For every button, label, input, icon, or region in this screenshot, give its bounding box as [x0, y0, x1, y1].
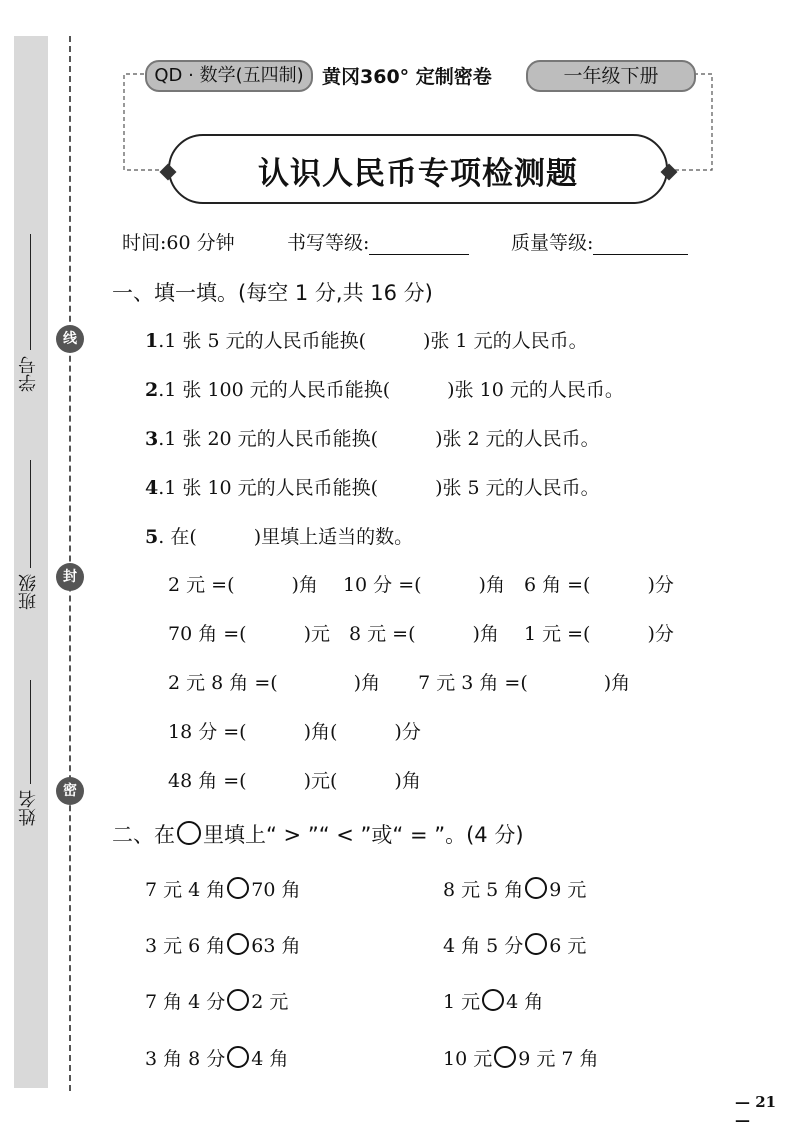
- class-line: [30, 460, 31, 568]
- question-text: . 在( )里填上适当的数。: [158, 526, 414, 548]
- question-1: [145, 326, 588, 353]
- compare-right: 6 元: [549, 935, 587, 957]
- writing-grade-label: 书写等级:: [287, 232, 370, 254]
- circle-icon: [177, 821, 201, 845]
- question-number: 1: [145, 330, 159, 352]
- name-line: [30, 680, 31, 784]
- compare-circle[interactable]: [494, 1046, 516, 1068]
- question-number: 3: [145, 428, 159, 450]
- compare-left: 7 角 4 分: [145, 991, 226, 1013]
- compare-circle[interactable]: [227, 877, 249, 899]
- compare-left: 1 元: [443, 991, 481, 1013]
- compare-item: [443, 1044, 599, 1071]
- section2-heading-suffix: 里填上“ > ”“ < ”或“ = ”。(4 分): [203, 823, 524, 847]
- compare-right: 4 角: [506, 991, 544, 1013]
- seal-mark: 封: [56, 563, 84, 591]
- question-text[interactable]: .1 张 100 元的人民币能换( )张 10 元的人民币。: [158, 379, 624, 401]
- compare-right: 9 元 7 角: [518, 1048, 599, 1070]
- compare-right: 70 角: [251, 879, 301, 901]
- fill-row-3[interactable]: 2 元 8 角 =( )角 7 元 3 角 =( )角: [168, 672, 631, 694]
- dense-mark: 密: [56, 777, 84, 805]
- grade-badge: 一年级下册: [526, 60, 696, 92]
- class-label: 班级: [18, 574, 39, 610]
- question-number: 5: [145, 526, 159, 548]
- question-2: [145, 375, 624, 402]
- section2-heading-prefix: 二、在: [112, 823, 175, 847]
- fill-row-4[interactable]: 18 分 =( )角( )分: [168, 721, 421, 743]
- binding-strip: [14, 36, 48, 1088]
- compare-circle[interactable]: [227, 933, 249, 955]
- quality-grade: [511, 228, 688, 255]
- compare-circle[interactable]: [525, 877, 547, 899]
- compare-left: 10 元: [443, 1048, 493, 1070]
- fill-row-2[interactable]: 70 角 =( )元 8 元 =( )角 1 元 =( )分: [168, 623, 674, 645]
- compare-left: 4 角 5 分: [443, 935, 524, 957]
- fill-row-5[interactable]: 48 角 =( )元( )角: [168, 770, 421, 792]
- compare-circle[interactable]: [227, 1046, 249, 1068]
- compare-circle[interactable]: [482, 989, 504, 1011]
- compare-left: 8 元 5 角: [443, 879, 524, 901]
- compare-item: [145, 931, 301, 958]
- question-3: [145, 424, 600, 451]
- writing-grade-blank[interactable]: [369, 232, 469, 255]
- line-mark: 线: [56, 325, 84, 353]
- compare-item: [145, 1044, 288, 1071]
- compare-item: [443, 875, 586, 902]
- compare-item: [443, 931, 586, 958]
- student-id-label: 学号: [18, 356, 39, 392]
- brand-text: 黄冈360° 定制密卷: [322, 66, 492, 88]
- question-4: [145, 473, 600, 500]
- quality-grade-blank[interactable]: [593, 232, 688, 255]
- compare-item: [145, 875, 301, 902]
- question-number: 4: [145, 477, 159, 499]
- compare-right: 9 元: [549, 879, 587, 901]
- question-text[interactable]: .1 张 10 元的人民币能换( )张 5 元的人民币。: [158, 477, 600, 499]
- compare-item: [443, 987, 543, 1014]
- compare-circle[interactable]: [227, 989, 249, 1011]
- section2-heading: [112, 819, 524, 849]
- question-number: 2: [145, 379, 159, 401]
- time-info: 时间:60 分钟: [122, 232, 235, 254]
- question-5: [145, 522, 413, 549]
- compare-left: 3 元 6 角: [145, 935, 226, 957]
- question-text[interactable]: .1 张 5 元的人民币能换( )张 1 元的人民币。: [158, 330, 588, 352]
- quality-grade-label: 质量等级:: [511, 232, 594, 254]
- compare-right: 4 角: [251, 1048, 289, 1070]
- fill-row-1[interactable]: 2 元 =( )角 10 分 =( )角 6 角 =( )分: [168, 574, 674, 596]
- series-badge: QD · 数学(五四制): [145, 60, 313, 92]
- compare-left: 3 角 8 分: [145, 1048, 226, 1070]
- compare-left: 7 元 4 角: [145, 879, 226, 901]
- compare-circle[interactable]: [525, 933, 547, 955]
- compare-right: 2 元: [251, 991, 289, 1013]
- writing-grade: [287, 228, 469, 255]
- page-title: 认识人民币专项检测题: [258, 156, 578, 192]
- page-number: — 21 —: [735, 1093, 777, 1129]
- section1-heading: 一、填一填。(每空 1 分,共 16 分): [112, 281, 433, 305]
- compare-right: 63 角: [251, 935, 301, 957]
- name-label: 姓名: [18, 790, 39, 826]
- question-text[interactable]: .1 张 20 元的人民币能换( )张 2 元的人民币。: [158, 428, 600, 450]
- compare-item: [145, 987, 288, 1014]
- student-id-line: [30, 234, 31, 350]
